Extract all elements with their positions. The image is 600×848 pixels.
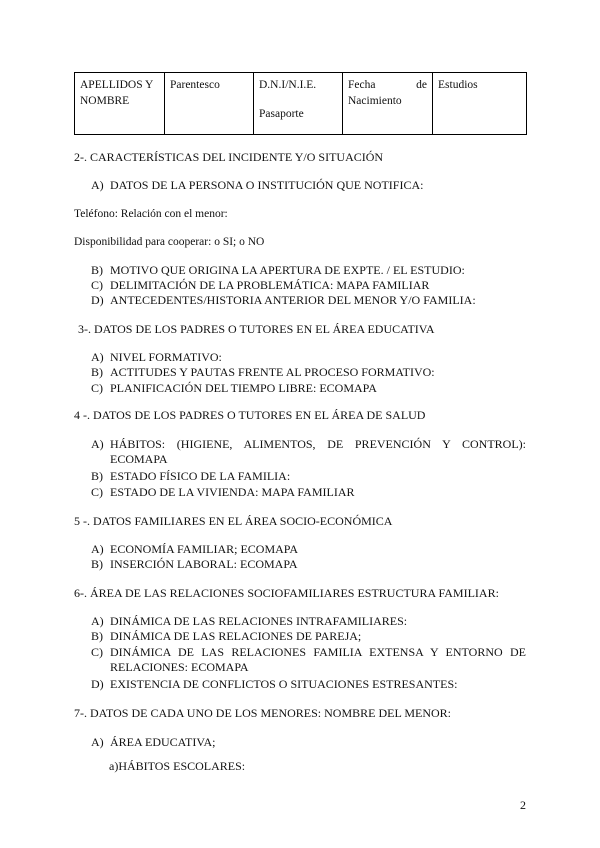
list-marker: C) (91, 278, 103, 292)
apellidos-nombre-cell (75, 73, 165, 135)
disponibilidad-line: Disponibilidad para cooperar: o SI; o NO (74, 236, 265, 248)
section-4-item-a-line1: HÁBITOS: (HIGIENE, ALIMENTOS, DE PREVENCIÓN Y CONTROL): (110, 437, 526, 451)
apellidos-label: APELLIDOS Y (80, 79, 154, 91)
list-marker: A) (91, 178, 104, 192)
list-text: ESTADO FÍSICO DE LA FAMILIA: (110, 469, 291, 483)
list-text: ACTITUDES Y PAUTAS FRENTE AL PROCESO FORMATIVO: (110, 365, 435, 379)
section-6-heading: 6-. ÁREA DE LAS RELACIONES SOCIOFAMILIARES ESTRUCTURA FAMILIAR: (74, 586, 499, 600)
section-2-item-c (91, 278, 429, 292)
section-3-heading: 3-. DATOS DE LOS PADRES O TUTORES EN EL ÁREA EDUCATIVA (78, 322, 435, 336)
section-2-item-d (91, 293, 476, 307)
list-marker: A) (91, 350, 104, 364)
section-2-item-b (91, 263, 465, 277)
identification-table (74, 72, 527, 135)
fecha-nacimiento-cell (343, 73, 433, 135)
list-text: INSERCIÓN LABORAL: ECOMAPA (110, 557, 298, 571)
list-text: MOTIVO QUE ORIGINA LA APERTURA DE EXPTE. / EL ESTUDIO: (110, 263, 465, 277)
list-text: ANTECEDENTES/HISTORIA ANTERIOR DEL MENOR Y/O FAMILIA: (110, 293, 476, 307)
list-text: DATOS DE LA PERSONA O INSTITUCIÓN QUE NOTIFICA: (110, 178, 424, 192)
section-3-item-b (91, 365, 435, 379)
de-label: de (416, 79, 427, 91)
section-7-item-a (91, 735, 215, 749)
section-4-item-c (91, 485, 355, 499)
list-text: EXISTENCIA DE CONFLICTOS O SITUACIONES ESTRESANTES: (110, 677, 458, 691)
list-marker: B) (91, 469, 103, 483)
estudios-cell (433, 73, 527, 135)
section-5-item-a (91, 542, 298, 556)
parentesco-label: Parentesco (170, 79, 220, 91)
section-6-item-c-line2: RELACIONES: ECOMAPA (110, 660, 249, 674)
list-text: DINÁMICA DE LAS RELACIONES INTRAFAMILIARES: (110, 614, 408, 628)
section-6-item-d (91, 677, 457, 691)
list-text: DELIMITACIÓN DE LA PROBLEMÁTICA: MAPA FAMILIAR (110, 278, 430, 292)
list-marker: B) (91, 263, 103, 277)
parentesco-cell (165, 73, 254, 135)
section-6-item-b (91, 629, 361, 643)
section-3-item-c (91, 381, 377, 395)
section-6-item-a (91, 614, 407, 628)
dni-cell (254, 73, 343, 135)
fecha-label: Fecha (348, 79, 376, 91)
list-marker: B) (91, 557, 103, 571)
section-4-item-b (91, 469, 290, 483)
section-4-item-a-marker: A) (91, 437, 104, 451)
estudios-label: Estudios (438, 79, 478, 91)
telefono-line: Teléfono: Relación con el menor: (74, 208, 228, 220)
pasaporte-label: Pasaporte (259, 108, 304, 120)
table-row (75, 73, 527, 135)
section-6-item-c-line1: DINÁMICA DE LAS RELACIONES FAMILIA EXTENSA Y ENTORNO DE (110, 645, 526, 659)
nacimiento-label: Nacimiento (348, 95, 402, 107)
list-marker: C) (91, 381, 103, 395)
list-marker: A) (91, 735, 104, 749)
fecha-label-row (348, 77, 427, 93)
list-marker: B) (91, 629, 103, 643)
list-marker: A) (91, 614, 104, 628)
section-2-heading: 2-. CARACTERÍSTICAS DEL INCIDENTE Y/O SITUACIÓN (74, 150, 384, 164)
section-7-subitem-a: a)HÁBITOS ESCOLARES: (109, 759, 246, 773)
list-text: DINÁMICA DE LAS RELACIONES DE PAREJA; (110, 629, 362, 643)
section-2-item-a (91, 178, 423, 192)
list-marker: C) (91, 485, 103, 499)
nombre-label: NOMBRE (80, 95, 130, 107)
dni-label: D.N.I/N.I.E. (259, 79, 317, 91)
list-marker: D) (91, 293, 104, 307)
section-4-item-a-line2: ECOMAPA (110, 452, 168, 466)
list-marker: D) (91, 677, 104, 691)
list-marker: A) (91, 542, 104, 556)
section-3-item-a (91, 350, 222, 364)
section-5-item-b (91, 557, 298, 571)
section-6-item-c-marker: C) (91, 645, 103, 659)
page-number: 2 (520, 798, 526, 812)
list-text: ÁREA EDUCATIVA; (110, 735, 216, 749)
list-text: PLANIFICACIÓN DEL TIEMPO LIBRE: ECOMAPA (110, 381, 377, 395)
list-text: ECONOMÍA FAMILIAR; ECOMAPA (110, 542, 299, 556)
section-5-heading: 5 -. DATOS FAMILIARES EN EL ÁREA SOCIO-ECONÓMICA (74, 514, 393, 528)
section-7-heading: 7-. DATOS DE CADA UNO DE LOS MENORES: NOMBRE DEL MENOR: (74, 706, 452, 720)
list-marker: B) (91, 365, 103, 379)
section-4-heading: 4 -. DATOS DE LOS PADRES O TUTORES EN EL ÁREA DE SALUD (74, 408, 426, 422)
list-text: ESTADO DE LA VIVIENDA: MAPA FAMILIAR (110, 485, 355, 499)
list-text: NIVEL FORMATIVO: (110, 350, 222, 364)
